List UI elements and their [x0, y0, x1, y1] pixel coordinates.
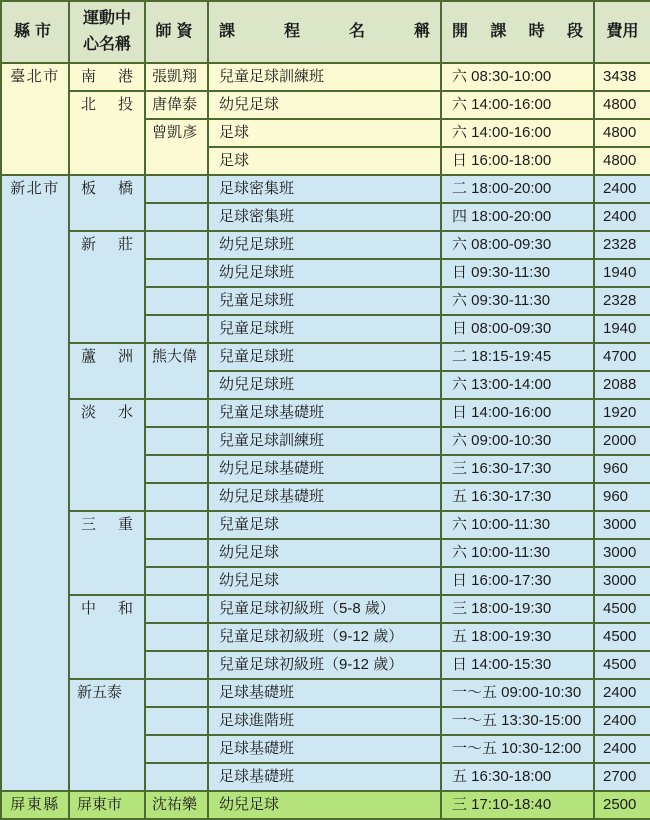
fee-cell: 2000 — [594, 427, 650, 455]
fee-cell: 3000 — [594, 511, 650, 539]
fee-cell: 4800 — [594, 119, 650, 147]
course-cell: 足球密集班 — [208, 203, 441, 231]
teacher-cell — [145, 427, 208, 455]
time-cell: 六 10:00-11:30 — [441, 539, 594, 567]
time-cell: 日 08:00-09:30 — [441, 315, 594, 343]
table-row — [1, 175, 650, 203]
fee-cell: 4800 — [594, 91, 650, 119]
teacher-cell — [145, 539, 208, 567]
fee-cell: 4500 — [594, 651, 650, 679]
fee-cell: 2400 — [594, 203, 650, 231]
time-cell: 四 18:00-20:00 — [441, 203, 594, 231]
table-row — [1, 399, 650, 427]
time-cell: 一～五 09:00-10:30 — [441, 679, 594, 707]
fee-cell: 4500 — [594, 623, 650, 651]
header-county-label: 縣市 — [13, 23, 56, 40]
fee-cell: 3000 — [594, 567, 650, 595]
county-cell: 新北市 — [1, 175, 69, 791]
county-cell: 屏東縣 — [1, 791, 69, 819]
header-center — [69, 1, 145, 63]
fee-cell: 3000 — [594, 539, 650, 567]
teacher-cell — [145, 259, 208, 287]
center-cell — [69, 343, 145, 399]
fee-cell: 2400 — [594, 175, 650, 203]
fee-cell: 2500 — [594, 791, 650, 819]
center-name: 淡 水 — [81, 404, 133, 421]
table-row — [1, 343, 650, 371]
time-cell: 三 17:10-18:40 — [441, 791, 594, 819]
time-cell: 六 09:30-11:30 — [441, 287, 594, 315]
course-cell: 足球 — [208, 147, 441, 175]
course-cell: 足球進階班 — [208, 707, 441, 735]
fee-cell: 2328 — [594, 231, 650, 259]
teacher-cell — [145, 735, 208, 763]
center-name: 三 重 — [81, 516, 133, 533]
time-cell: 一～五 10:30-12:00 — [441, 735, 594, 763]
time-cell: 六 08:30-10:00 — [441, 63, 594, 91]
time-cell: 三 16:30-17:30 — [441, 455, 594, 483]
center-name: 中 和 — [81, 600, 133, 617]
time-cell: 日 14:00-16:00 — [441, 399, 594, 427]
course-cell: 足球基礎班 — [208, 679, 441, 707]
header-fee-label: 費用 — [606, 23, 639, 40]
header-teacher-label: 師資 — [155, 23, 198, 40]
time-cell: 日 16:00-17:30 — [441, 567, 594, 595]
header-fee — [594, 1, 650, 63]
table-row — [1, 231, 650, 259]
course-cell: 兒童足球訓練班 — [208, 427, 441, 455]
time-cell: 六 14:00-16:00 — [441, 91, 594, 119]
course-cell: 兒童足球班 — [208, 315, 441, 343]
table-row — [1, 791, 650, 819]
fee-cell: 2088 — [594, 371, 650, 399]
teacher-cell — [145, 623, 208, 651]
center-cell: 新五泰 — [69, 679, 145, 791]
teacher-cell — [145, 707, 208, 735]
time-cell: 六 09:00-10:30 — [441, 427, 594, 455]
teacher-cell — [145, 315, 208, 343]
county-cell: 臺北市 — [1, 63, 69, 175]
time-cell: 六 10:00-11:30 — [441, 511, 594, 539]
course-cell: 幼兒足球班 — [208, 231, 441, 259]
center-name: 南 港 — [81, 68, 133, 85]
teacher-cell: 張凱翔 — [145, 63, 208, 91]
teacher-cell: 唐偉泰 — [145, 91, 208, 119]
header-time-label: 開 課 時 段 — [452, 23, 583, 40]
fee-cell: 1940 — [594, 315, 650, 343]
teacher-cell — [145, 483, 208, 511]
fee-cell: 2400 — [594, 707, 650, 735]
teacher-cell — [145, 287, 208, 315]
header-county — [1, 1, 69, 63]
table-row — [1, 679, 650, 707]
fee-cell: 1920 — [594, 399, 650, 427]
course-cell: 兒童足球 — [208, 511, 441, 539]
table-row — [1, 91, 650, 119]
center-cell — [69, 63, 145, 91]
center-name: 北 投 — [81, 96, 133, 113]
table-row — [1, 595, 650, 623]
time-cell: 一～五 13:30-15:00 — [441, 707, 594, 735]
time-cell: 六 08:00-09:30 — [441, 231, 594, 259]
teacher-cell — [145, 651, 208, 679]
center-name: 新 莊 — [81, 236, 133, 253]
time-cell: 日 09:30-11:30 — [441, 259, 594, 287]
center-cell — [69, 595, 145, 679]
teacher-cell — [145, 763, 208, 791]
teacher-cell — [145, 595, 208, 623]
time-cell: 日 14:00-15:30 — [441, 651, 594, 679]
fee-cell: 4700 — [594, 343, 650, 371]
time-cell: 三 18:00-19:30 — [441, 595, 594, 623]
course-cell: 足球基礎班 — [208, 735, 441, 763]
fee-cell: 4500 — [594, 595, 650, 623]
fee-cell: 4800 — [594, 147, 650, 175]
course-cell: 足球基礎班 — [208, 763, 441, 791]
course-cell: 兒童足球班 — [208, 287, 441, 315]
fee-cell: 960 — [594, 483, 650, 511]
teacher-cell — [145, 399, 208, 427]
teacher-cell — [145, 511, 208, 539]
center-name: 板 橋 — [81, 180, 133, 197]
time-cell: 日 16:00-18:00 — [441, 147, 594, 175]
time-cell: 六 14:00-16:00 — [441, 119, 594, 147]
teacher-cell: 熊大偉 — [145, 343, 208, 399]
course-cell: 幼兒足球基礎班 — [208, 483, 441, 511]
teacher-cell — [145, 231, 208, 259]
course-cell: 幼兒足球 — [208, 791, 441, 819]
center-cell — [69, 511, 145, 595]
table-row — [1, 63, 650, 91]
header-row — [1, 1, 650, 63]
teacher-cell — [145, 175, 208, 203]
course-cell: 兒童足球初級班（9-12 歲） — [208, 651, 441, 679]
time-cell: 二 18:15-19:45 — [441, 343, 594, 371]
course-cell: 兒童足球初級班（9-12 歲） — [208, 623, 441, 651]
time-cell: 二 18:00-20:00 — [441, 175, 594, 203]
header-teacher — [145, 1, 208, 63]
center-cell — [69, 91, 145, 175]
fee-cell: 2400 — [594, 735, 650, 763]
center-name: 蘆 洲 — [81, 348, 133, 365]
course-cell: 幼兒足球 — [208, 539, 441, 567]
course-cell: 幼兒足球班 — [208, 259, 441, 287]
header-course-label: 課 程 名 稱 — [219, 23, 430, 40]
course-cell: 兒童足球班 — [208, 343, 441, 371]
time-cell: 五 16:30-18:00 — [441, 763, 594, 791]
course-cell: 足球 — [208, 119, 441, 147]
fee-cell: 960 — [594, 455, 650, 483]
course-cell: 幼兒足球 — [208, 91, 441, 119]
center-cell — [69, 399, 145, 511]
course-cell: 幼兒足球 — [208, 567, 441, 595]
center-cell — [69, 231, 145, 343]
course-cell: 足球密集班 — [208, 175, 441, 203]
course-cell: 兒童足球訓練班 — [208, 63, 441, 91]
course-cell: 兒童足球基礎班 — [208, 399, 441, 427]
header-time — [441, 1, 594, 63]
center-cell: 屏東市 — [69, 791, 145, 819]
teacher-cell: 曾凱彥 — [145, 119, 208, 175]
fee-cell: 1940 — [594, 259, 650, 287]
time-cell: 五 16:30-17:30 — [441, 483, 594, 511]
header-course — [208, 1, 441, 63]
course-cell: 兒童足球初級班（5-8 歲） — [208, 595, 441, 623]
fee-cell: 3438 — [594, 63, 650, 91]
teacher-cell — [145, 567, 208, 595]
fee-cell: 2400 — [594, 679, 650, 707]
time-cell: 六 13:00-14:00 — [441, 371, 594, 399]
course-cell: 幼兒足球班 — [208, 371, 441, 399]
teacher-cell — [145, 455, 208, 483]
fee-cell: 2700 — [594, 763, 650, 791]
header-center-label: 運動中心名稱 — [82, 10, 131, 53]
table-row — [1, 511, 650, 539]
fee-cell: 2328 — [594, 287, 650, 315]
teacher-cell: 沈祐樂 — [145, 791, 208, 819]
center-cell — [69, 175, 145, 231]
course-cell: 幼兒足球基礎班 — [208, 455, 441, 483]
teacher-cell — [145, 203, 208, 231]
teacher-cell — [145, 679, 208, 707]
time-cell: 五 18:00-19:30 — [441, 623, 594, 651]
